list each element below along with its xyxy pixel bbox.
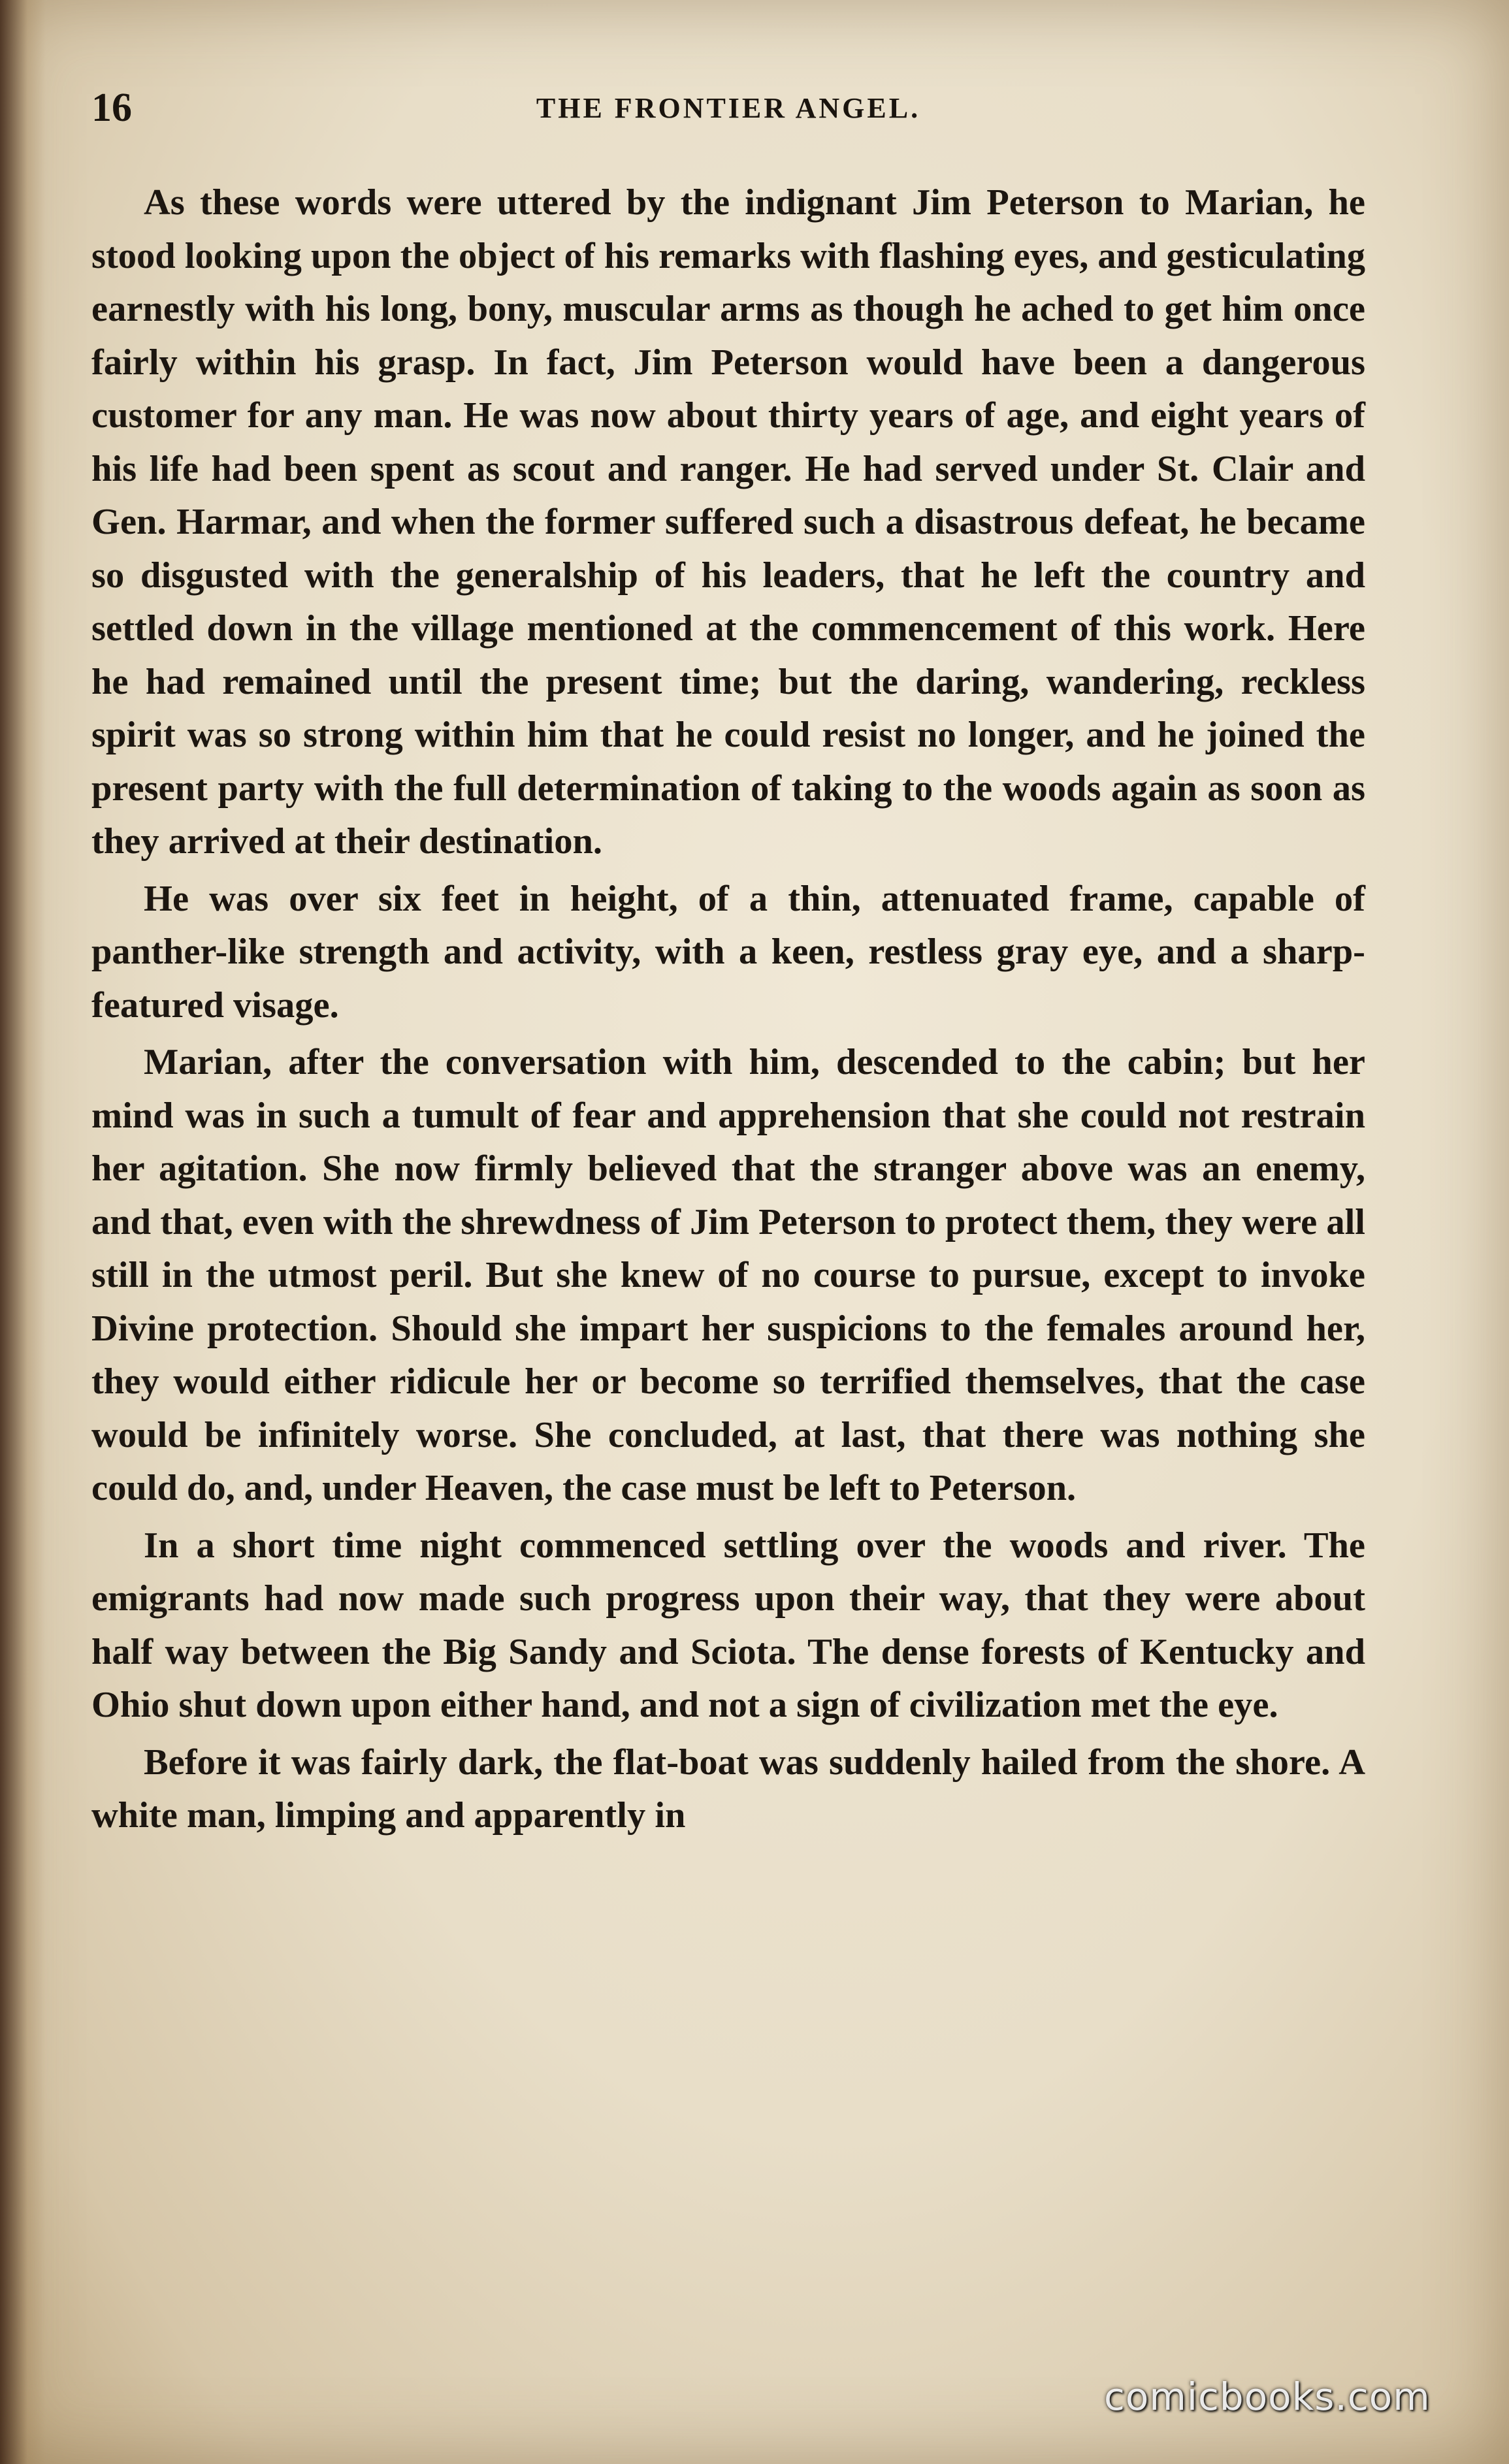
paragraph: Before it was fairly dark, the flat-boat was suddenly hailed from the shore. A white man, limping and apparently in bbox=[91, 1742, 1365, 1836]
page-edge-shadow bbox=[0, 0, 46, 2464]
page-number: 16 bbox=[91, 86, 132, 130]
paragraph: Marian, after the conversation with him, descended to the cabin; but her mind was in such a tumult of fear and apprehension that she could not restrain her agitation. She now firmly believed that the stranger above was an enemy, and that, even with the shrewdness of Jim Peterson to protect them, they were all still in the utmost peril. But she knew of no course to pursue, except to invoke Divine protection. Should she impart her suspicions to the females around her, they would either ridicule her or become so terrified themselves, that the case would be infinitely worse. She concluded, at last, that there was nothing she could do, and, under Heaven, the case must be left to Peterson. bbox=[91, 1042, 1365, 1508]
body-text bbox=[91, 176, 1365, 1843]
page-header bbox=[91, 72, 1365, 150]
watermark: comicbooks.com bbox=[1104, 2375, 1431, 2419]
running-head: THE FRONTIER ANGEL. bbox=[536, 92, 921, 124]
paragraph: In a short time night commenced settling over the woods and river. The emigrants had now made such progress upon their way, that they were about half way between the Big Sandy and Sciota. The dense forests of Kentucky and Ohio shut down upon either hand, and not a sign of civilization met the eye. bbox=[91, 1525, 1365, 1725]
paragraph: As these words were uttered by the indignant Jim Peterson to Marian, he stood looking upon the object of his remarks with flashing eyes, and gesticulating earnestly with his long, bony, muscular arms as though he ached to get him once fairly within his grasp. In fact, Jim Peterson would have been a dangerous customer for any man. He was now about thirty years of age, and eight years of his life had been spent as scout and ranger. He had served under St. Clair and Gen. Harmar, and when the former suffered such a disastrous defeat, he became so disgusted with the generalship of his leaders, that he left the country and settled down in the village mentioned at the commencement of this work. Here he had remained until the present time; but the daring, wandering, reckless spirit was so strong within him that he could resist no longer, and he joined the present party with the full determination of taking to the woods again as soon as they arrived at their destination. bbox=[91, 182, 1365, 862]
paragraph: He was over six feet in height, of a thin, attenuated frame, capable of panther-like strength and activity, with a keen, restless gray eye, and a sharp-featured visage. bbox=[91, 878, 1365, 1026]
